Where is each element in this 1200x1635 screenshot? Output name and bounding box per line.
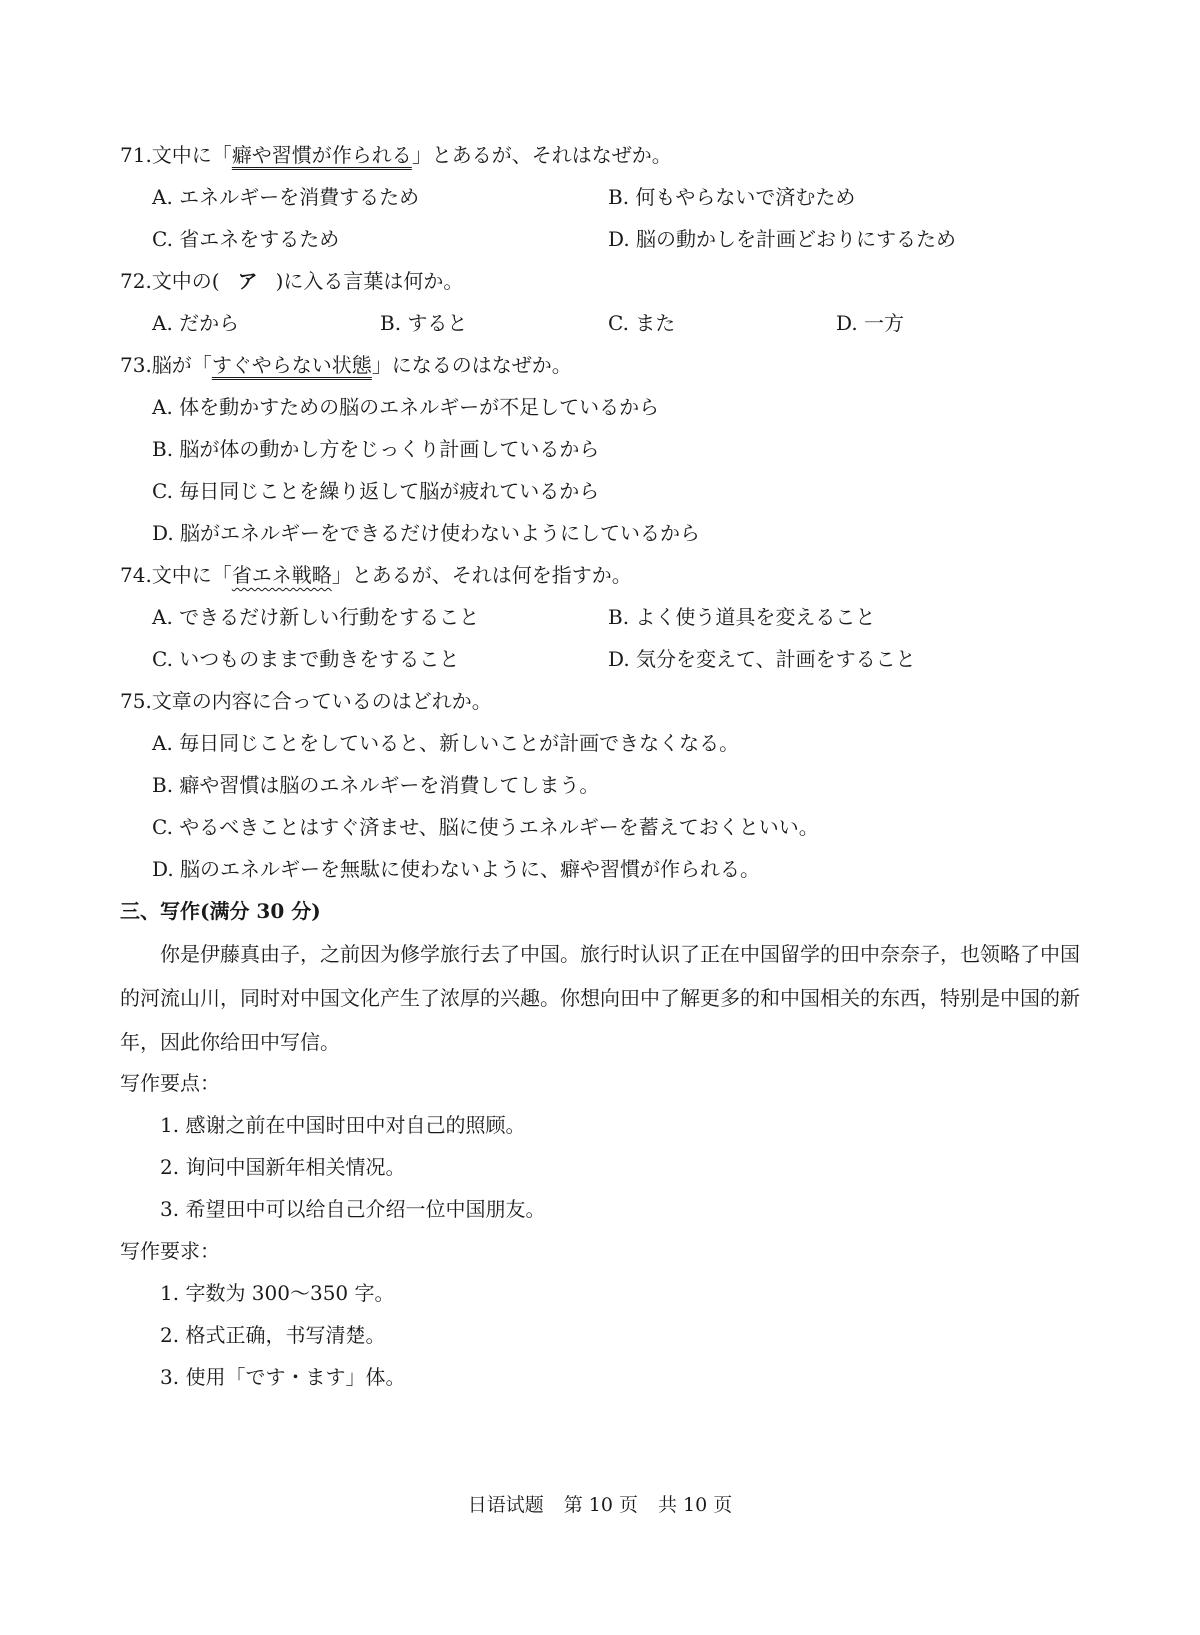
question-number: 73. xyxy=(120,353,152,377)
question-number: 72. xyxy=(120,269,152,293)
q71-option-b: B. 何もやらないで済むため xyxy=(608,185,856,209)
q71-option-a: A. エネルギーを消費するため xyxy=(152,185,420,209)
writing-requirement-2: 2. 格式正确，书写清楚。 xyxy=(160,1323,386,1347)
q73-option-c: C. 毎日同じことを繰り返して脳が疲れているから xyxy=(152,479,600,503)
writing-point-1: 1. 感谢之前在中国时田中对自己的照顾。 xyxy=(160,1113,526,1137)
question-number: 75. xyxy=(120,689,152,713)
writing-prompt: 你是伊藤真由子，之前因为修学旅行去了中国。旅行时认识了正在中国留学的田中奈奈子，也领略了中国的河流山川，同时对中国文化产生了浓厚的兴趣。你想向田中了解更多的和中国相关的东西，特别是中国的新年，因此你给田中写信。 xyxy=(120,942,1080,1054)
q75-option-d: D. 脳のエネルギーを無駄に使わないように、癖や習慣が作られる。 xyxy=(152,857,761,881)
writing-section-heading: 三、写作(满分 30 分) xyxy=(120,899,321,923)
q73-option-d: D. 脳がエネルギーをできるだけ使わないようにしているから xyxy=(152,521,701,545)
writing-point-3: 3. 希望田中可以给自己介绍一位中国朋友。 xyxy=(160,1197,546,1221)
q71-option-d: D. 脳の動かしを計画どおりにするため xyxy=(608,227,957,251)
q74-option-c: C. いつものままで動きをすること xyxy=(152,647,460,671)
footer-subject: 日语试题 xyxy=(467,1494,544,1516)
q71-option-c: C. 省エネをするため xyxy=(152,227,340,251)
footer-total-pages: 共 10 页 xyxy=(658,1494,733,1516)
page-footer xyxy=(0,1490,1200,1517)
q72-option-b: B. すると xyxy=(380,311,468,335)
q75-option-a: A. 毎日同じことをしていると、新しいことが計画できなくなる。 xyxy=(152,731,740,755)
q74-option-a: A. できるだけ新しい行動をすること xyxy=(152,605,480,629)
writing-point-2: 2. 询问中国新年相关情况。 xyxy=(160,1155,406,1179)
underlined-phrase: すぐやらない状態 xyxy=(211,353,372,377)
writing-requirement-1: 1. 字数为 300～350 字。 xyxy=(160,1281,395,1305)
question-75-stem: 75.文章の内容に合っているのはどれか。 xyxy=(120,689,492,713)
q72-option-d: D. 一方 xyxy=(836,311,905,335)
writing-requirement-3: 3. 使用「です・ます」体。 xyxy=(160,1365,406,1389)
underlined-phrase: 癖や習慣が作られる xyxy=(231,143,412,167)
blank-label: ア xyxy=(237,269,258,293)
question-71-stem: 71.文中に「癖や習慣が作られる」とあるが、それはなぜか。 xyxy=(120,143,672,167)
q74-option-b: B. よく使う道具を変えること xyxy=(608,605,876,629)
q75-option-b: B. 癖や習慣は脳のエネルギーを消費してしまう。 xyxy=(152,773,600,797)
q74-option-d: D. 気分を変えて、計画をすること xyxy=(608,647,916,671)
q73-option-b: B. 脳が体の動かし方をじっくり計画しているから xyxy=(152,437,600,461)
q75-option-c: C. やるべきことはすぐ済ませ、脳に使うエネルギーを蓄えておくといい。 xyxy=(152,815,819,839)
question-72-stem: 72.文中の( ア )に入る言葉は何か。 xyxy=(120,269,464,293)
q72-option-c: C. また xyxy=(608,311,676,335)
writing-points-title: 写作要点： xyxy=(120,1071,220,1095)
q72-option-a: A. だから xyxy=(152,311,240,335)
q73-option-a: A. 体を動かすための脳のエネルギーが不足しているから xyxy=(152,395,660,419)
question-number: 74. xyxy=(120,563,152,587)
underlined-phrase: 省エネ戦略 xyxy=(231,563,332,587)
footer-page-number: 第 10 页 xyxy=(563,1494,638,1516)
question-number: 71. xyxy=(120,143,152,167)
question-74-stem: 74.文中に「省エネ戦略」とあるが、それは何を指すか。 xyxy=(120,563,632,587)
question-73-stem: 73.脳が「すぐやらない状態」になるのはなぜか。 xyxy=(120,353,572,377)
writing-requirements-title: 写作要求： xyxy=(120,1239,220,1263)
